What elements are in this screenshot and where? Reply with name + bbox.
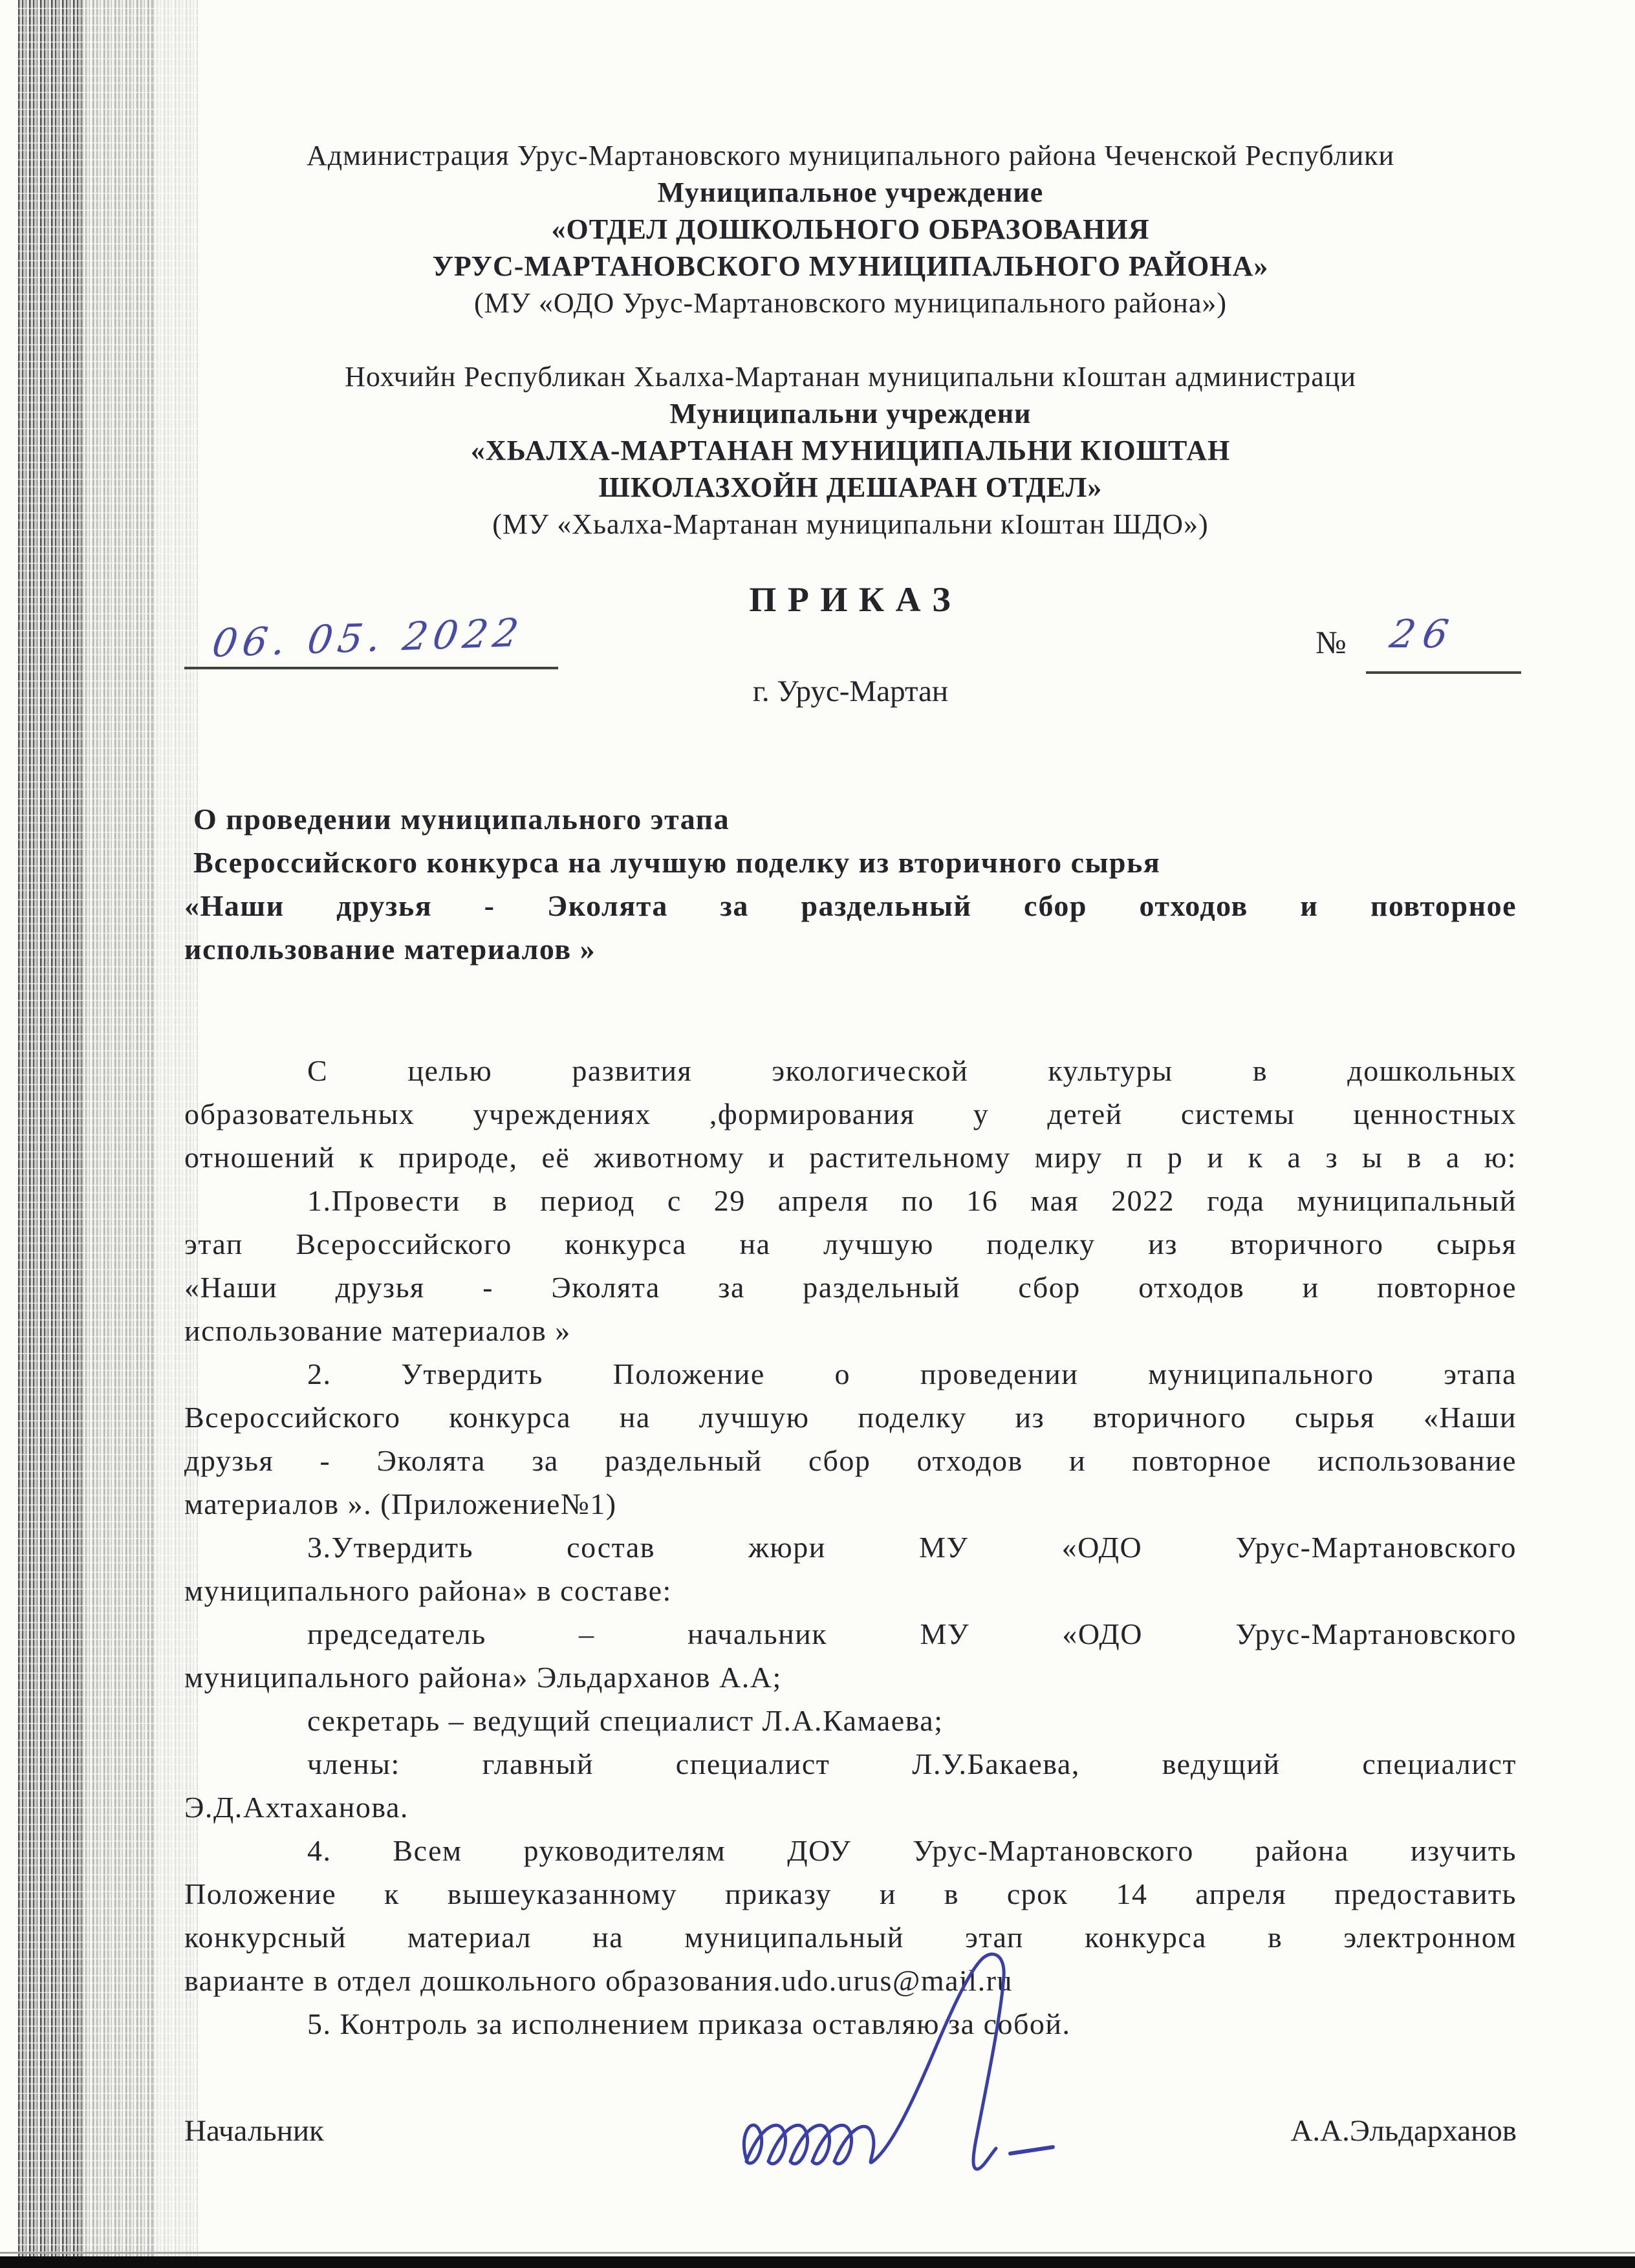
- scan-artifact-left-band: [18, 0, 83, 2268]
- subject-line: «Наши друзья - Эколята за раздельный сбор отходов и повторное: [184, 889, 1517, 922]
- body-line: этап Всероссийского конкурса на лучшую поделку из вторичного сырья: [184, 1227, 1517, 1260]
- letterhead-che-line3: «ХЬАЛХА-МАРТАНАН МУНИЦИПАЛЬНИ КIОШТАН: [470, 435, 1231, 466]
- subject-line: Всероссийского конкурса на лучшую поделку из вторичного сырья: [193, 846, 1161, 879]
- letterhead-ru-line3: «ОТДЕЛ ДОШКОЛЬНОГО ОБРАЗОВАНИЯ: [551, 213, 1150, 245]
- scan-artifact-left-band-light: [81, 0, 154, 2268]
- body-line: секретарь – ведущий специалист Л.А.Камаева;: [307, 1704, 944, 1737]
- body-line: 3.Утвердить состав жюри МУ «ОДО Урус-Мартановского: [307, 1531, 1517, 1564]
- handwritten-order-number: 26: [1386, 612, 1460, 657]
- body-line: отношений к природе, её животному и растительному миру п р и к а з ы в а ю:: [184, 1141, 1517, 1174]
- body-line: материалов ». (Приложение№1): [184, 1487, 617, 1520]
- letterhead-ru-line4: УРУС-МАРТАНОВСКОГО МУНИЦИПАЛЬНОГО РАЙОНА»: [432, 250, 1269, 282]
- body-line: Положение к вышеуказанному приказу и в срок 14 апреля предоставить: [184, 1877, 1517, 1910]
- scan-artifact-bottom-bar: [0, 2256, 1635, 2268]
- letterhead-ru-line5: (МУ «ОДО Урус-Мартановского муниципального района»): [473, 287, 1228, 319]
- signer-position: Начальник: [184, 2114, 324, 2148]
- date-underline: [184, 667, 558, 669]
- body-line: муниципального района» Эльдарханов А.А;: [184, 1661, 782, 1694]
- handwritten-signature: [718, 1948, 1119, 2207]
- order-number-label: №: [1316, 624, 1347, 660]
- letterhead-ru-line1: Администрация Урус-Мартановского муниципального района Чеченской Республики: [306, 140, 1395, 171]
- body-line: использование материалов »: [184, 1314, 571, 1347]
- place-line: г. Урус-Мартан: [752, 675, 949, 708]
- body-line: 4. Всем руководителям ДОУ Урус-Мартановского района изучить: [307, 1834, 1517, 1867]
- body-line: варианте в отдел дошкольного образования.udo.urus@mail.ru: [184, 1964, 1013, 1997]
- body-line: друзья - Эколята за раздельный сбор отходов и повторное использование: [184, 1444, 1517, 1477]
- document-title: П Р И К А З: [749, 580, 952, 619]
- body-line: 5. Контроль за исполнением приказа оставляю за собой.: [307, 2007, 1071, 2040]
- subject-line: использование материалов »: [184, 933, 596, 966]
- body-line: образовательных учреждениях ,формирования у детей системы ценностных: [184, 1097, 1517, 1130]
- letterhead-russian: [184, 137, 1517, 321]
- body-line: конкурсный материал на муниципальный этап конкурса в электронном: [184, 1921, 1517, 1954]
- letterhead-ru-line2: Муниципальное учреждение: [657, 177, 1044, 208]
- body-line: 2. Утвердить Положение о проведении муниципального этапа: [307, 1357, 1517, 1390]
- subject-line: О проведении муниципального этапа: [193, 803, 730, 836]
- letterhead-che-line2: Муниципальни учреждени: [669, 398, 1032, 429]
- handwritten-date: 06. 05. 2022: [209, 610, 526, 667]
- scan-artifact-bottom-line: [0, 2252, 1635, 2254]
- body-line: «Наши друзья - Эколята за раздельный сбор отходов и повторное: [184, 1271, 1517, 1304]
- letterhead-che-line4: ШКОЛАЗХОЙН ДЕШАРАН ОТДЕЛ»: [598, 471, 1103, 503]
- body-line: С целью развития экологической культуры в дошкольных: [307, 1054, 1517, 1087]
- letterhead-chechen: [184, 358, 1517, 543]
- body-line: 1.Провести в период с 29 апреля по 16 мая 2022 года муниципальный: [307, 1184, 1517, 1217]
- order-subject: [184, 797, 1517, 971]
- body-line: председатель – начальник МУ «ОДО Урус-Мартановского: [307, 1617, 1517, 1650]
- body-line: члены: главный специалист Л.У.Бакаева, ведущий специалист: [307, 1747, 1517, 1780]
- order-body: [184, 1049, 1517, 2046]
- signer-name: А.А.Эльдарханов: [1290, 2114, 1517, 2148]
- body-line: Всероссийского конкурса на лучшую поделку из вторичного сырья «Наши: [184, 1401, 1517, 1434]
- letterhead-che-line5: (МУ «Хьалха-Мартанан муниципальни кIоштан ШДО»): [492, 508, 1209, 540]
- body-line: Э.Д.Ахтаханова.: [184, 1791, 409, 1824]
- body-line: муниципального района» в составе:: [184, 1574, 672, 1607]
- letterhead-che-line1: Нохчийн Республикан Хьалха-Мартанан муниципальни кIоштан администраци: [345, 361, 1356, 393]
